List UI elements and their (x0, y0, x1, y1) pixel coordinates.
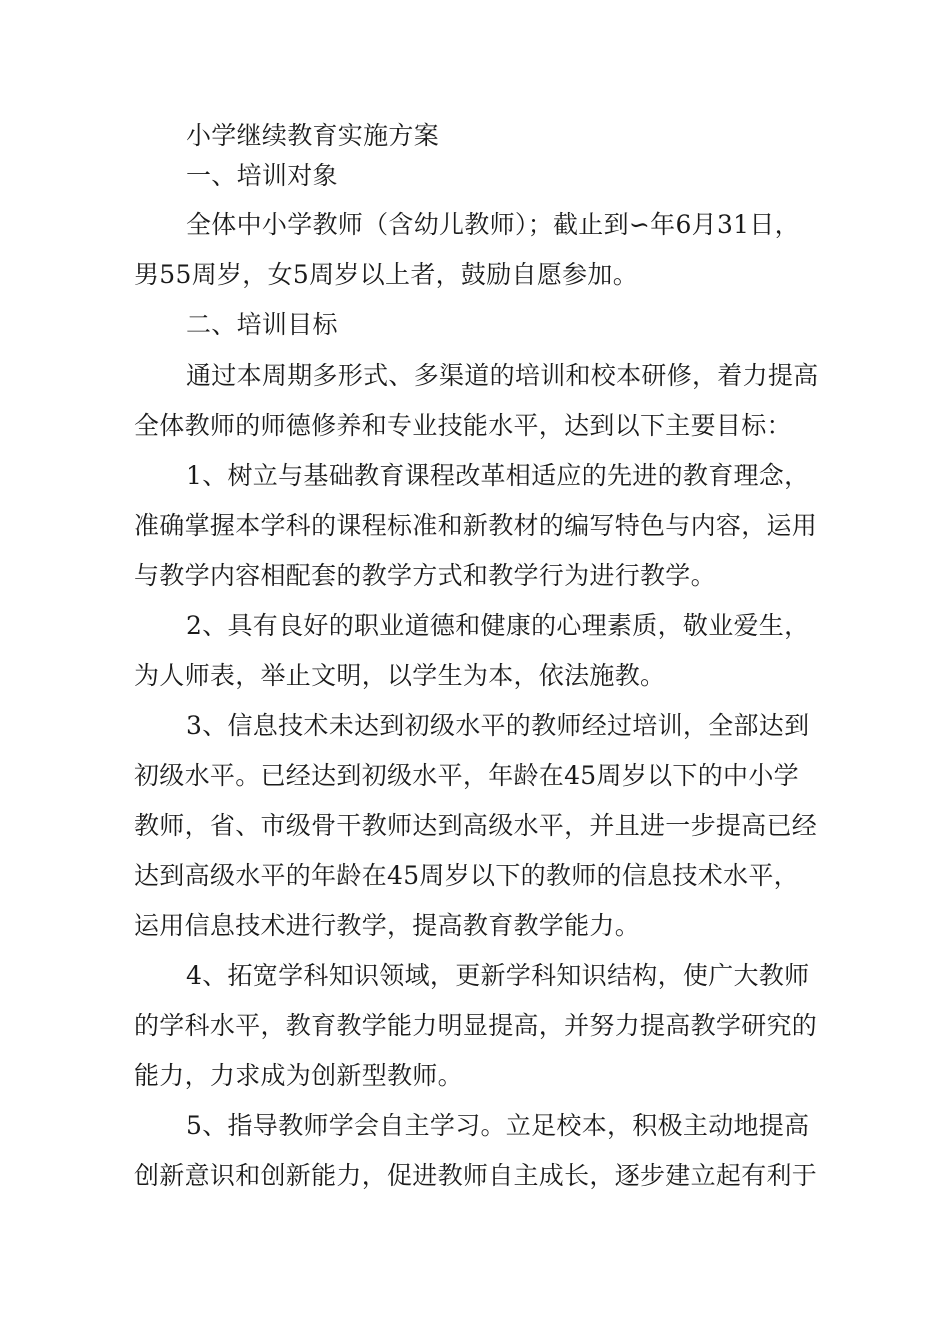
paragraph-line: 全体教师的师德修养和专业技能水平，达到以下主要目标： (134, 411, 792, 440)
paragraph-line: 与教学内容相配套的教学方式和教学行为进行教学。 (134, 561, 716, 590)
paragraph-line: 为人师表，举止文明，以学生为本，依法施教。 (134, 661, 666, 690)
paragraph-line: 初级水平。已经达到初级水平，年龄在45周岁以下的中小学 (134, 761, 799, 790)
paragraph-line: 能力，力求成为创新型教师。 (134, 1061, 463, 1090)
paragraph-line: 的学科水平，教育教学能力明显提高，并努力提高教学研究的 (134, 1011, 818, 1040)
paragraph-line: 男55周岁，女5周岁以上者，鼓励自愿参加。 (134, 260, 639, 289)
paragraph-line: 3、信息技术未达到初级水平的教师经过培训，全部达到 (186, 711, 810, 740)
paragraph-line: 4、拓宽学科知识领域，更新学科知识结构，使广大教师 (186, 961, 810, 990)
paragraph-line: 运用信息技术进行教学，提高教育教学能力。 (134, 911, 641, 940)
paragraph-line: 5、指导教师学会自主学习。立足校本，积极主动地提高 (186, 1111, 810, 1140)
paragraph-line: 达到高级水平的年龄在45周岁以下的教师的信息技术水平， (134, 861, 799, 890)
document-title: 小学继续教育实施方案 (186, 121, 440, 150)
paragraph-line: 2、具有良好的职业道德和健康的心理素质，敬业爱生， (186, 611, 810, 640)
section-heading-1: 一、培训对象 (186, 161, 338, 190)
paragraph-line: 1、树立与基础教育课程改革相适应的先进的教育理念， (186, 461, 810, 490)
paragraph-line: 全体中小学教师（含幼儿教师）；截止到∽年6月31日， (186, 210, 800, 239)
paragraph-line: 准确掌握本学科的课程标准和新教材的编写特色与内容，运用 (134, 511, 818, 540)
section-heading-2: 二、培训目标 (186, 310, 338, 339)
paragraph-line: 教师，省、市级骨干教师达到高级水平，并且进一步提高已经 (134, 811, 818, 840)
paragraph-line: 创新意识和创新能力，促进教师自主成长，逐步建立起有利于 (134, 1161, 818, 1190)
paragraph-line: 通过本周期多形式、多渠道的培训和校本研修，着力提高 (186, 361, 819, 390)
